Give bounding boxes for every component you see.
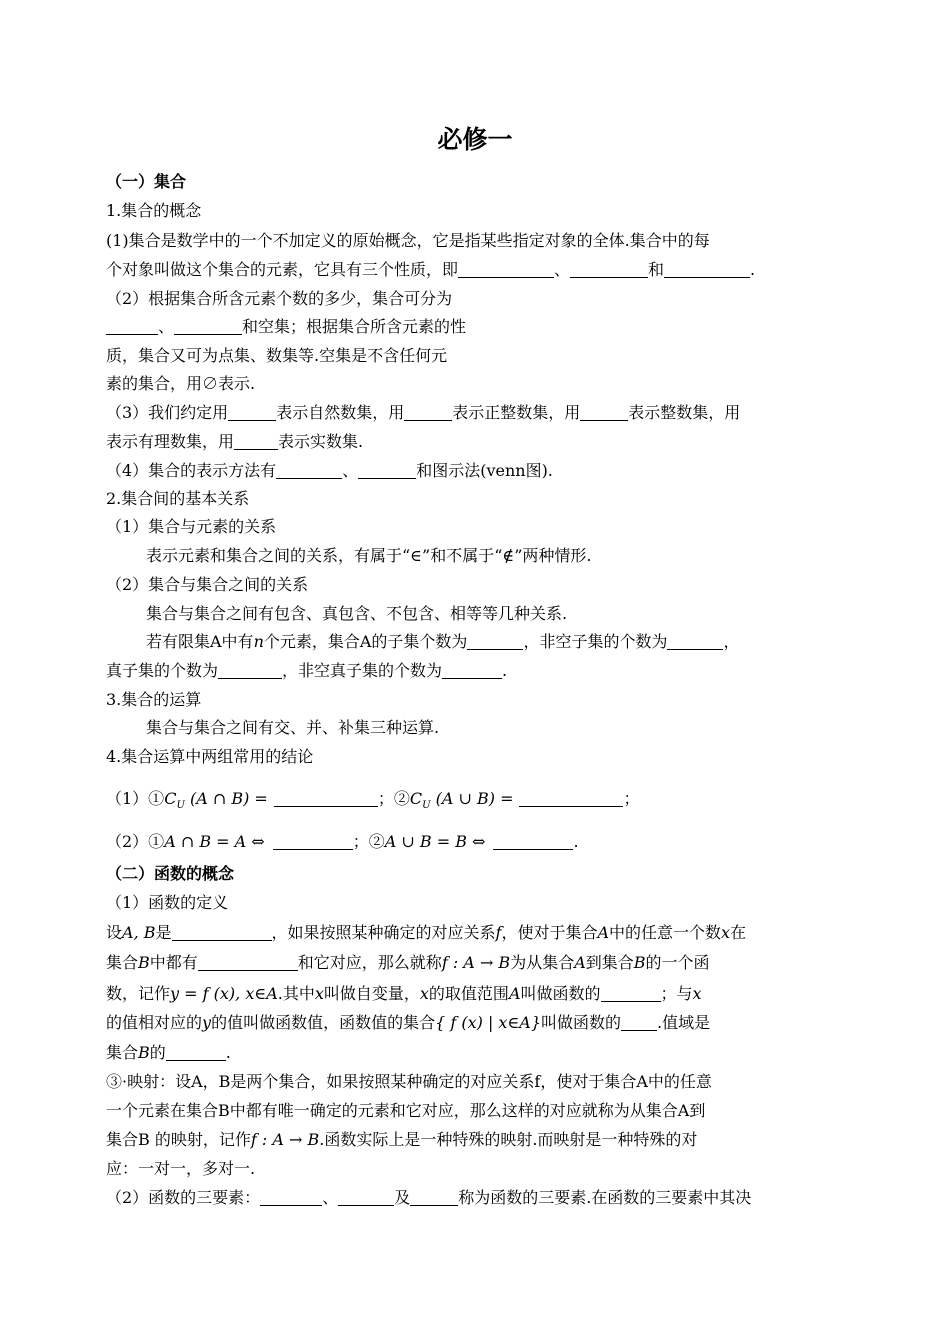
paragraph-line: 集合B的 .: [106, 1043, 231, 1062]
paragraph-line: （1）函数的定义: [106, 893, 229, 912]
fill-blank[interactable]: [667, 633, 723, 650]
paragraph-line: （2）函数的三要素： 、 及 称为函数的三要素.在函数的三要素中其决: [106, 1188, 752, 1207]
fill-blank[interactable]: [174, 318, 242, 335]
fill-blank[interactable]: [274, 790, 378, 807]
paragraph-line: 集合与集合之间有包含、真包含、不包含、相等等几种关系.: [146, 604, 568, 623]
paragraph-line: ③·映射：设A，B是两个集合，如果按照某种确定的对应关系f，使对于集合A中的任意: [106, 1072, 712, 1091]
subheading-concept: 1.集合的概念: [106, 201, 202, 220]
paragraph-line: 集合与集合之间有交、并、补集三种运算.: [146, 718, 440, 737]
fill-blank[interactable]: [198, 954, 298, 971]
paragraph-line: 集合B 的映射，记作f : A → B.函数实际上是一种特殊的映射.而映射是一种特殊的对: [106, 1130, 698, 1149]
subheading-relations: 2.集合间的基本关系: [106, 489, 250, 508]
paragraph-line: 集合B中都有 和它对应，那么就称f : A → B为从集合A到集合B的一个函: [106, 953, 710, 972]
section-heading-sets: （一）集合: [106, 172, 187, 191]
paragraph-line: 的值相对应的y的值叫做函数值，函数值的集合{ f (x) | x∈A}叫做函数的 .值域是: [106, 1013, 711, 1032]
fill-blank[interactable]: [218, 662, 282, 679]
paragraph-line: （3）我们约定用 表示自然数集，用 表示正整数集，用 表示整数集，用: [106, 403, 741, 422]
paragraph-line: 个对象叫做这个集合的元素，它具有三个性质，即 、 和 .: [106, 260, 756, 279]
fill-blank[interactable]: [358, 462, 416, 479]
paragraph-line: (1)集合是数学中的一个不加定义的原始概念，它是指某些指定对象的全体.集合中的每: [106, 231, 710, 250]
fill-blank[interactable]: [410, 1189, 458, 1206]
fill-blank[interactable]: [621, 1014, 657, 1031]
fill-blank[interactable]: [404, 404, 452, 421]
paragraph-line: 设A, B是 ，如果按照某种确定的对应关系f，使对于集合A中的任意一个数x在: [106, 923, 747, 942]
paragraph-line: 表示元素和集合之间的关系，有属于“∈”和不属于“∉”两种情形.: [146, 546, 592, 565]
fill-blank[interactable]: [276, 462, 342, 479]
paragraph-line: （2）根据集合所含元素个数的多少，集合可分为: [106, 289, 453, 308]
fill-blank[interactable]: [493, 833, 573, 850]
formula-line: （2）①A ∩ B = A ⇔ ；②A ∪ B = B ⇔ .: [106, 832, 579, 851]
fill-blank[interactable]: [172, 924, 272, 941]
subheading-conclusions: 4.集合运算中两组常用的结论: [106, 747, 314, 766]
page-title: 必修一: [437, 125, 513, 154]
paragraph-line: （1）集合与元素的关系: [106, 517, 277, 536]
fill-blank[interactable]: [519, 790, 623, 807]
paragraph-line: 一个元素在集合B中都有唯一确定的元素和它对应，那么这样的对应就称为从集合A到: [106, 1101, 706, 1120]
paragraph-line: 素的集合，用∅表示.: [106, 374, 256, 393]
fill-blank[interactable]: [458, 261, 554, 278]
paragraph-line: 若有限集A中有n个元素，集合A的子集个数为 ，非空子集的个数为 ，: [146, 632, 740, 651]
fill-blank[interactable]: [228, 404, 276, 421]
fill-blank[interactable]: [570, 261, 648, 278]
paragraph-line: 表示有理数集，用 表示实数集.: [106, 432, 364, 451]
fill-blank[interactable]: [580, 404, 628, 421]
paragraph-line: （4）集合的表示方法有 、 和图示法(venn图).: [106, 461, 553, 480]
fill-blank[interactable]: [273, 833, 353, 850]
fill-blank[interactable]: [338, 1189, 394, 1206]
paragraph-line: 质，集合又可为点集、数集等.空集是不含任何元: [106, 346, 448, 365]
paragraph-line: 、 和空集；根据集合所含元素的性: [106, 316, 466, 338]
fill-blank[interactable]: [166, 1044, 226, 1061]
formula-line: $(1)①C_U$ (A ∩ B) = ；$②C_U$ (A ∪ B) = ；: [106, 789, 640, 812]
fill-blank[interactable]: [106, 318, 158, 335]
paragraph-line: 数，记作y = f (x), x∈A.其中x叫做自变量，x的取值范围A叫做函数的 ；与x: [106, 984, 702, 1003]
fill-blank[interactable]: [442, 662, 502, 679]
fill-blank[interactable]: [260, 1189, 322, 1206]
fill-blank[interactable]: [664, 261, 750, 278]
section-heading-functions: （二）函数的概念: [106, 864, 235, 883]
fill-blank[interactable]: [601, 985, 661, 1002]
fill-blank[interactable]: [234, 433, 278, 450]
paragraph-line: （2）集合与集合之间的关系: [106, 575, 309, 594]
paragraph-line: 真子集的个数为 ，非空真子集的个数为 .: [106, 661, 508, 680]
fill-blank[interactable]: [467, 633, 523, 650]
subheading-operations: 3.集合的运算: [106, 690, 202, 709]
paragraph-line: 应：一对一，多对一.: [106, 1159, 256, 1178]
